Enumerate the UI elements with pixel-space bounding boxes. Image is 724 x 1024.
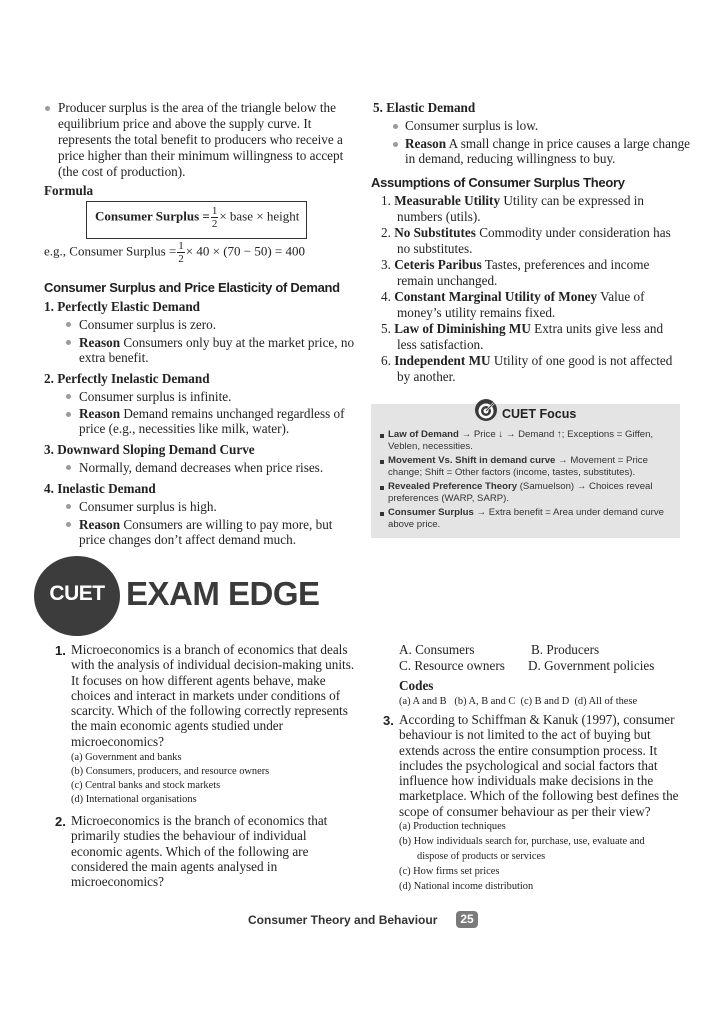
option[interactable]: (c) How firms set prices [399, 866, 500, 877]
assumption-item: 3. Ceteris Paribus Tastes, preferences and income remain unchanged. [381, 257, 650, 288]
cuet-focus-box [371, 404, 680, 538]
item-title: 5. Elastic Demand [373, 100, 476, 115]
footer-title: Consumer Theory and Behaviour [248, 913, 438, 927]
question-3: According to Schiffman & Kanuk (1997), consumer behaviour is not limited to the act of buying but extends across the entire consumption process. It includes the psychological and social factors that influence how individuals make decisions in the marketplace. Which of the following best defines the scope of consumer behaviour as per their view? [399, 712, 679, 819]
fraction: $\frac{1}{2}$ [211, 205, 218, 230]
focus-item: Law of Demand → Price ↓ → Demand ↑; Exceptions = Giffen, Veblen, necessities. [388, 429, 654, 452]
option[interactable]: (b) Consumers, producers, and resource owners [71, 766, 270, 777]
assumption-item: 6. Independent MU Utility of one good is not affected by another. [381, 353, 673, 384]
bullet-dot [66, 340, 71, 345]
bullet-dot [393, 124, 398, 129]
question-2: Microeconomics is the branch of economics that primarily studies the behaviour of individual economic agents. Which of the following are considered the main agents analysed in microeconomics? [71, 813, 328, 890]
square-bullet [380, 486, 384, 490]
item-title: 3. Downward Sloping Demand Curve [44, 442, 255, 457]
option-continuation: dispose of products or services [417, 851, 546, 862]
option[interactable]: (d) National income distribution [399, 881, 534, 892]
option[interactable]: (d) International organisations [71, 794, 197, 805]
focus-item: Consumer Surplus → Extra benefit = Area under demand curve above price. [388, 507, 664, 530]
bullet-dot [45, 106, 50, 111]
choice-d: D. Government policies [528, 658, 655, 673]
option[interactable]: (a) Production techniques [399, 821, 506, 832]
assumption-item: 1. Measurable Utility Utility can be expressed in numbers (utils). [381, 193, 644, 224]
choice-b: B. Producers [531, 642, 600, 657]
item-title: 2. Perfectly Inelastic Demand [44, 371, 210, 386]
cuet-badge: CUET [34, 556, 120, 636]
exam-edge-title: EXAM EDGE [126, 575, 320, 612]
bullet-dot [66, 322, 71, 327]
bullet-dot [66, 412, 71, 417]
option[interactable]: (a) Government and banks [71, 752, 182, 763]
question-3-options [399, 819, 645, 894]
section-heading: Consumer Surplus and Price Elasticity of Demand [44, 280, 340, 295]
option[interactable]: (c) Central banks and stock markets [71, 780, 221, 791]
bullet-dot [393, 142, 398, 147]
option[interactable]: (b) How individuals search for, purchase, use, evaluate and [399, 836, 645, 847]
formula-box: Consumer Surplus = $\frac{1}{2}$ × base × height [86, 201, 307, 239]
choice-c: C. Resource owners [399, 658, 505, 673]
assumption-item: 2. No Substitutes Commodity under consideration has no substitutes. [381, 225, 671, 256]
cuet-focus-title: CUET Focus [502, 407, 577, 421]
focus-item: Movement Vs. Shift in demand curve → Movement = Price change; Shift = Other factors (income, tastes, substitutes). [388, 455, 648, 478]
assumption-item: 4. Constant Marginal Utility of Money Value of money’s utility remains fixed. [381, 289, 645, 320]
example-formula: e.g., Consumer Surplus = $\frac{1}{2}$ × 40 × (70 − 50) = 400 [44, 240, 306, 265]
target-icon [474, 398, 498, 422]
question-1: Microeconomics is a branch of economics that deals with the analysis of individual decision-making units. It focuses on how different agents behave, make choices and interact in markets under conditions of scarcity. Which of the following correctly represents the main economic agents studied under microeconomics? [71, 642, 355, 749]
question-1-options [71, 751, 269, 807]
square-bullet [380, 512, 384, 516]
focus-item: Revealed Preference Theory (Samuelson) → Choices reveal preferences (WARP, SARP). [388, 481, 653, 504]
page-number: 25 [456, 911, 478, 928]
square-bullet [380, 434, 384, 438]
formula-label: Formula [44, 183, 94, 198]
codes-label: Codes [399, 678, 434, 693]
fraction: $\frac{1}{2}$ [178, 240, 184, 265]
choice-a: A. Consumers [399, 642, 475, 657]
bullet-dot [66, 465, 71, 470]
bullet-dot [66, 504, 71, 509]
square-bullet [380, 460, 384, 464]
bullet-dot [66, 522, 71, 527]
codes-options[interactable]: (a) A and B (b) A, B and C (c) B and D (d) All of these [399, 696, 638, 707]
assumptions-heading: Assumptions of Consumer Surplus Theory [371, 175, 625, 190]
bullet-dot [66, 394, 71, 399]
item-title: 4. Inelastic Demand [44, 481, 156, 496]
assumption-item: 5. Law of Diminishing MU Extra units give less and less satisfaction. [381, 321, 664, 352]
item-title: 1. Perfectly Elastic Demand [44, 299, 201, 314]
producer-surplus-bullet: Producer surplus is the area of the triangle below the equilibrium price and above the supply curve. It represents the total benefit to producers who receive a price higher than their minimum willingness to accept (the cost of production). [58, 100, 344, 179]
assumptions-list [381, 193, 686, 385]
